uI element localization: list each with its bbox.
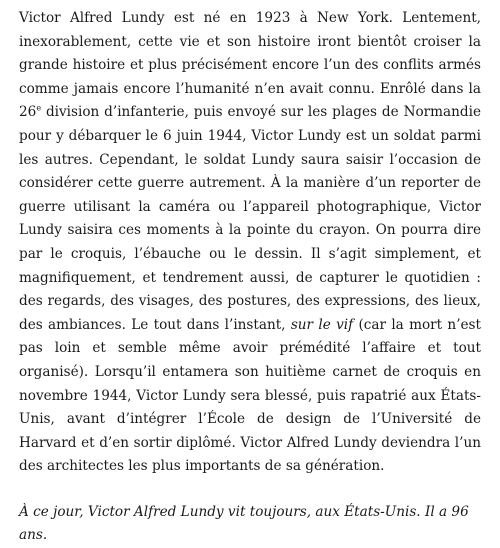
ordinal-superscript: e (36, 103, 42, 113)
paragraph-text-part3: (car la mort n’est pas loin et semble même avoir prémédité l’affaire et tout organisé). Lorsqu’il entamera son huitième carnet de croquis en novembre 1944, Victor Lundy sera blessé, puis rapatrié aux États-Unis, avant d’intégrer l’École de design de l’Université de Harvard et d’en sortir diplômé. Victor Alfred Lundy deviendra l’un des architectes les plus importants de sa génération. (19, 316, 481, 475)
emphasis-sur-le-vif: sur le vif (290, 316, 354, 333)
paragraph-text-part2: division d’infanterie, puis envoyé sur les plages de Normandie pour y débarquer le 6 juin 1944, Victor Lundy est un soldat parmi les autres. Cependant, le soldat Lundy saura saisir l’occasion de considérer cette guerre autrement. À la manière d’un reporter de guerre utilisant la caméra ou l’appareil photographique, Victor Lundy saisira ces moments à la pointe du crayon. On pourra dire par le croquis, l’ébauche ou le dessin. Il s’agit simplement, et magnifiquement, et tendrement aussi, de capturer le quotidien : des regards, des visages, des postures, des expressions, des lieux, des ambiances. Le tout dans l’instant, (19, 104, 481, 333)
biography-paragraph (19, 7, 481, 479)
closing-paragraph: À ce jour, Victor Alfred Lundy vit toujours, aux États-Unis. Il a 96 ans. (19, 503, 469, 544)
article-body (19, 7, 481, 548)
paragraph-text-part1: Victor Alfred Lundy est né en 1923 à New York. Lentement, inexorablement, cette vie et son histoire iront bientôt croiser la grande histoire et plus précisément encore l’un des conflits armés comme jamais encore l’humanité n’en avait connu. Enrôlé dans la 26 (19, 10, 481, 121)
